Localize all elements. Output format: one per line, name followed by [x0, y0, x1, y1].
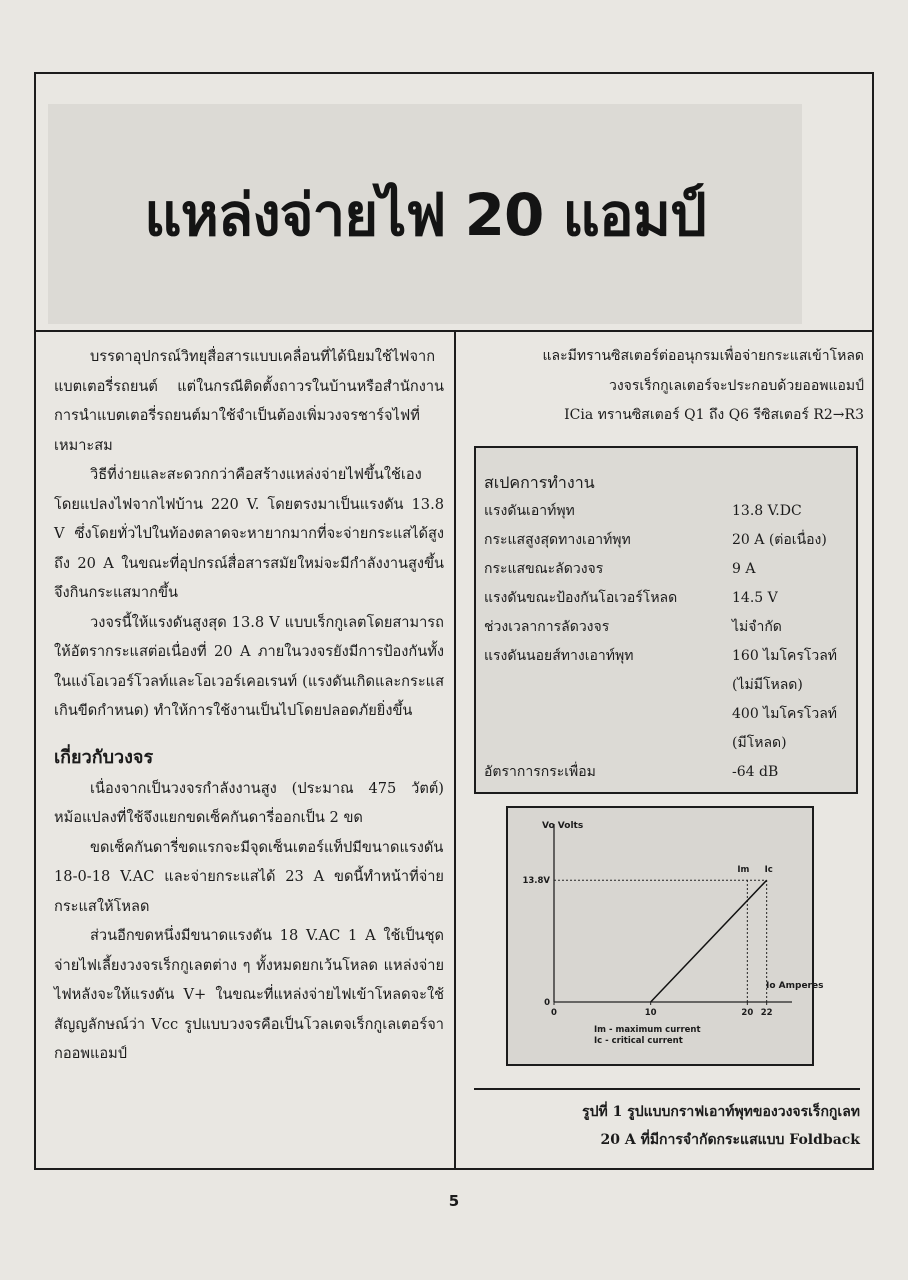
spec-row: [484, 700, 848, 729]
spec-row: [484, 497, 848, 526]
spec-row: [484, 758, 848, 787]
spec-label: แรงดันนอยส์ทางเอาท์พุท: [484, 648, 634, 664]
spec-row: [484, 584, 848, 613]
spec-label: แรงดันขณะป้องกันโอเวอร์โหลด: [484, 590, 678, 606]
im-marker-label: Im: [737, 865, 750, 876]
ic-marker-label: Ic: [764, 865, 773, 876]
spec-label: [484, 729, 732, 758]
x-tick-label: 0: [551, 1008, 557, 1018]
spec-rows: [484, 497, 848, 787]
spec-label: ช่วงเวลาการลัดวงจร: [484, 619, 610, 635]
legend-entry: Im - maximum current: [594, 1025, 701, 1035]
spec-label: แรงดันเอาท์พุท: [484, 503, 575, 519]
spec-value: 14.5 V: [732, 590, 778, 606]
spec-label: [484, 700, 732, 729]
page-frame: [34, 72, 874, 1170]
spec-value: 20 A (ต่อเนื่อง): [732, 532, 827, 548]
section-paragraph: เนื่องจากเป็นวงจรกำลังงานสูง (ประมาณ 475 วัตต์) หม้อแปลงที่ใช้จึงแยกขดเซ็คกันดารี่ออกเป็น 2 ขด: [54, 779, 444, 826]
x-tick-label: 20: [741, 1008, 754, 1018]
intro-paragraph: บรรดาอุปกรณ์วิทยุสื่อสารแบบเคลื่อนที่ได้นิยมใช้ไฟจากแบตเตอรี่รถยนต์ แต่ในกรณีติดตั้งถาวรในบ้านหรือสำนักงาน การนำแบตเตอรี่รถยนต์มาใช้จำเป็นต้องเพิ่มวงจรชาร์จไฟที่เหมาะสม: [54, 348, 444, 454]
spec-value: 400 ไมโครโวลท์: [732, 706, 838, 722]
legend-entry: Ic - critical current: [594, 1036, 683, 1046]
spec-row: [484, 613, 848, 642]
spec-row: [484, 555, 848, 584]
spec-box: [474, 446, 858, 794]
title-box: [36, 74, 872, 332]
right-column-text: [468, 342, 864, 431]
page-title: แหล่งจ่ายไฟ 20 แอมป์: [144, 180, 706, 249]
spec-label: [484, 671, 732, 700]
section-heading: เกี่ยวกับวงจร: [54, 746, 154, 768]
spec-row: [484, 671, 848, 700]
x-tick-label: 10: [644, 1008, 657, 1018]
spec-label: กระแสขณะลัดวงจร: [484, 561, 604, 577]
spec-value: 160 ไมโครโวลท์: [732, 648, 838, 664]
caption-rule: [474, 1088, 860, 1090]
spec-value: (มีโหลด): [732, 735, 787, 751]
spec-title: สเปคการทำงาน: [484, 473, 595, 492]
spec-row: [484, 526, 848, 555]
intro-paragraph: วิธีที่ง่ายและสะดวกกว่าคือสร้างแหล่งจ่ายไฟขึ้นใช้เอง โดยแปลงไฟจากไฟบ้าน 220 V. โดยตรงมาเป็นแรงดัน 13.8 V ซึ่งโดยทั่วไปในท้องตลาดจะหายากมากที่จะจ่ายกระแสได้สูงถึง 20 A ในขณะที่อุปกรณ์สื่อสารสมัยใหม่จะมีกำลังงานสูงขึ้น จึงกินกระแสมากขึ้น: [54, 466, 444, 601]
page-number: 5: [448, 1192, 460, 1210]
title-panel: [48, 104, 802, 324]
spec-row: [484, 642, 848, 671]
right-text-line: และมีทรานซิสเตอร์ต่ออนุกรมเพื่อจ่ายกระแสเข้าโหลด: [542, 348, 864, 364]
right-text-line: ICia ทรานซิสเตอร์ Q1 ถึง Q6 รีซิสเตอร์ R2→R3: [564, 407, 864, 423]
right-text-line: วงจรเร็กกูเลเตอร์จะประกอบด้วยออพแอมป์: [608, 377, 864, 394]
chart-svg: [514, 814, 824, 1058]
figure-caption: [472, 1098, 860, 1154]
caption-line-1: รูปที่ 1 รูปแบบกราฟเอาท์พุทของวงจรเร็กกูเลท: [582, 1104, 860, 1120]
x-axis-label: Io Amperes: [766, 981, 824, 991]
section-paragraph: ขดเซ็คกันดารี่ขดแรกจะมีจุดเซ็นเตอร์แท็ปมีขนาดแรงดัน 18-0-18 V.AC และจ่ายกระแสได้ 23 A ขดนี้ทำหน้าที่จ่ายกระแสให้โหลด: [54, 838, 444, 915]
section-paragraph: ส่วนอีกขดหนึ่งมีขนาดแรงดัน 18 V.AC 1 A ใช้เป็นชุดจ่ายไฟเลี้ยงวงจรเร็กกูเลตต่าง ๆ ทั้งหมดยกเว้นโหลด แหล่งจ่ายไฟหลังจะให้แรงดัน V+ ในขณะที่แหล่งจ่ายไฟเข้าโหลดจะใช้สัญญลักษณ์ว่า Vcc รูปแบบวงจรคือเป็นโวลเตจเร็กกูเลเตอร์จากออพแอมป์: [54, 927, 444, 1062]
series-line: [651, 880, 767, 1002]
y-axis-label: Vo Volts: [542, 821, 584, 831]
spec-value: -64 dB: [732, 764, 779, 780]
intro-paragraph: วงจรนี้ให้แรงดันสูงสุด 13.8 V แบบเร็กกูเลตโดยสามารถให้อัตรากระแสต่อเนื่องที่ 20 A ภายในวงจรยังมีการป้องกันทั้งในแง่โอเวอร์โวลท์และโอเวอร์เคอเรนท์ (แรงดันเกิดและกระแสเกินขีดกำหนด) ทำให้การใช้งานเป็นไปโดยปลอดภัยยิ่งขึ้น: [54, 613, 444, 719]
foldback-chart: [506, 806, 824, 1066]
spec-label: กระแสสูงสุดทางเอาท์พุท: [484, 532, 631, 548]
y-tick-label: 0: [544, 998, 550, 1008]
y-tick-label: 13.8V: [522, 876, 550, 887]
spec-value: 9 A: [732, 561, 756, 577]
spec-value: ไม่จำกัด: [732, 619, 782, 635]
spec-value: (ไม่มีโหลด): [732, 677, 803, 693]
left-column: [54, 342, 444, 1069]
spec-row: [484, 729, 848, 758]
caption-line-2: 20 A ที่มีการจำกัดกระแสแบบ Foldback: [600, 1132, 860, 1148]
spec-value: 13.8 V.DC: [732, 503, 802, 519]
spec-label: อัตราการกระเพื่อม: [484, 764, 596, 780]
column-divider: [454, 332, 456, 1168]
x-tick-label: 22: [760, 1008, 773, 1018]
